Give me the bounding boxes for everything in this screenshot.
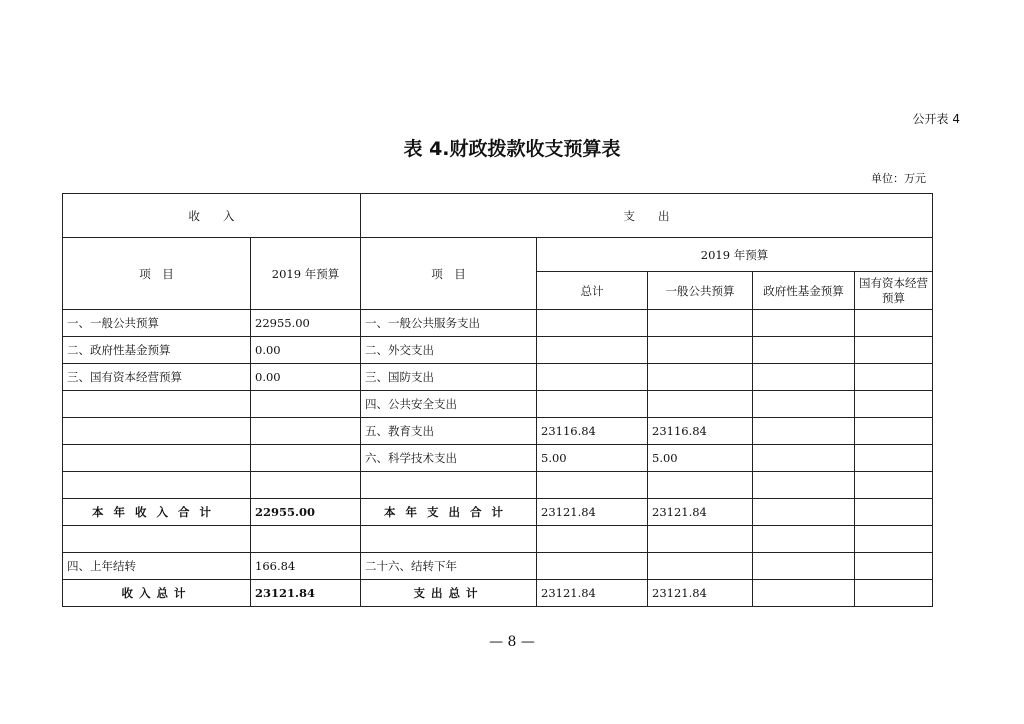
expense-fund <box>753 391 855 418</box>
table-row <box>63 364 933 391</box>
expense-general <box>648 526 753 553</box>
expense-subtotal-fund <box>753 499 855 526</box>
expense-subtotal-state-capital <box>855 499 933 526</box>
income-grand-total-label: 收入总计 <box>63 580 251 607</box>
expense-total-header: 总计 <box>537 272 648 310</box>
expense-state-capital <box>855 337 933 364</box>
table-row <box>63 418 933 445</box>
income-item <box>63 526 251 553</box>
expense-general: 5.00 <box>648 445 753 472</box>
expense-grand-total-label: 支出总计 <box>361 580 537 607</box>
expense-state-capital <box>855 391 933 418</box>
income-value <box>251 445 361 472</box>
expense-fund <box>753 364 855 391</box>
expense-general: 23116.84 <box>648 418 753 445</box>
income-item: 二、政府性基金预算 <box>63 337 251 364</box>
budget-table <box>62 193 933 607</box>
income-item: 三、国有资本经营预算 <box>63 364 251 391</box>
expense-subtotal-general: 23121.84 <box>648 499 753 526</box>
grand-total-row <box>63 580 933 607</box>
expense-item: 一、一般公共服务支出 <box>361 310 537 337</box>
expense-fund <box>753 310 855 337</box>
expense-general <box>648 472 753 499</box>
expense-total: 23116.84 <box>537 418 648 445</box>
expense-total <box>537 391 648 418</box>
income-item <box>63 472 251 499</box>
expense-fund <box>753 337 855 364</box>
income-subtotal-value: 22955.00 <box>251 499 361 526</box>
expense-total <box>537 310 648 337</box>
expense-state-capital-header: 国有资本经营预算 <box>855 272 933 310</box>
subtotal-row <box>63 499 933 526</box>
expense-fund-header: 政府性基金预算 <box>753 272 855 310</box>
expense-general <box>648 364 753 391</box>
expense-item: 二十六、结转下年 <box>361 553 537 580</box>
page-number: — 8 — <box>489 634 535 650</box>
income-item <box>63 445 251 472</box>
expense-item: 二、外交支出 <box>361 337 537 364</box>
expense-general <box>648 391 753 418</box>
expense-subtotal-label: 本年支出合计 <box>361 499 537 526</box>
table-row <box>63 391 933 418</box>
expense-grand-fund <box>753 580 855 607</box>
expense-state-capital <box>855 364 933 391</box>
expense-grand-total: 23121.84 <box>537 580 648 607</box>
expense-grand-state-capital <box>855 580 933 607</box>
table-row <box>63 526 933 553</box>
table-row <box>63 445 933 472</box>
income-item: 四、上年结转 <box>63 553 251 580</box>
page-title: 表 4.财政拨款收支预算表 <box>403 138 621 160</box>
table-row <box>63 337 933 364</box>
expense-budget-group-header: 2019 年预算 <box>537 238 933 272</box>
expense-general <box>648 310 753 337</box>
expense-total <box>537 472 648 499</box>
expense-total: 5.00 <box>537 445 648 472</box>
income-value: 0.00 <box>251 364 361 391</box>
expense-grand-general: 23121.84 <box>648 580 753 607</box>
income-item-header: 项 目 <box>63 238 251 310</box>
income-value <box>251 526 361 553</box>
expense-state-capital <box>855 553 933 580</box>
income-item: 一、一般公共预算 <box>63 310 251 337</box>
expense-state-capital <box>855 445 933 472</box>
expense-item: 五、教育支出 <box>361 418 537 445</box>
table-row <box>63 553 933 580</box>
expense-state-capital <box>855 418 933 445</box>
expense-total <box>537 337 648 364</box>
expense-total <box>537 364 648 391</box>
expense-item <box>361 472 537 499</box>
income-value: 166.84 <box>251 553 361 580</box>
income-value <box>251 418 361 445</box>
income-budget-header: 2019 年预算 <box>251 238 361 310</box>
expense-general <box>648 553 753 580</box>
expense-fund <box>753 445 855 472</box>
expense-item: 四、公共安全支出 <box>361 391 537 418</box>
income-value: 22955.00 <box>251 310 361 337</box>
expense-item-header: 项 目 <box>361 238 537 310</box>
income-value <box>251 391 361 418</box>
expense-state-capital <box>855 472 933 499</box>
income-grand-total-value: 23121.84 <box>251 580 361 607</box>
expense-fund <box>753 418 855 445</box>
expense-state-capital <box>855 526 933 553</box>
expense-fund <box>753 472 855 499</box>
income-value <box>251 472 361 499</box>
expense-item: 三、国防支出 <box>361 364 537 391</box>
expense-fund <box>753 526 855 553</box>
income-item <box>63 418 251 445</box>
table-row <box>63 310 933 337</box>
expense-total <box>537 526 648 553</box>
expense-fund <box>753 553 855 580</box>
unit-label: 单位：万元 <box>871 172 926 185</box>
expense-general-header: 一般公共预算 <box>648 272 753 310</box>
expense-total <box>537 553 648 580</box>
expense-general <box>648 337 753 364</box>
income-value: 0.00 <box>251 337 361 364</box>
expense-item <box>361 526 537 553</box>
expense-item: 六、科学技术支出 <box>361 445 537 472</box>
income-subtotal-label: 本年收入合计 <box>63 499 251 526</box>
public-table-number: 公开表 4 <box>912 112 960 126</box>
table-row <box>63 472 933 499</box>
income-item <box>63 391 251 418</box>
expense-header: 支 出 <box>361 194 933 238</box>
income-header: 收 入 <box>63 194 361 238</box>
expense-state-capital <box>855 310 933 337</box>
expense-subtotal-total: 23121.84 <box>537 499 648 526</box>
